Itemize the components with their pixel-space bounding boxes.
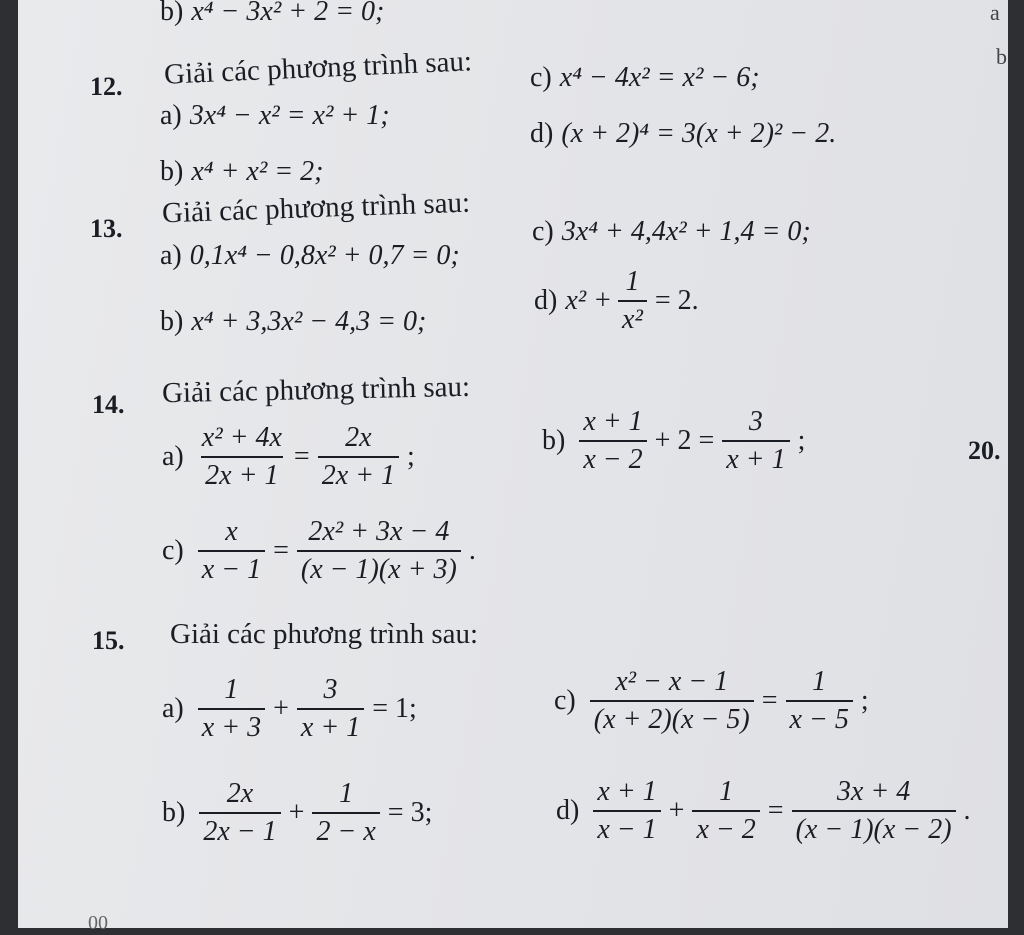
- numerator: x + 1: [597, 776, 657, 807]
- fraction: [318, 422, 399, 492]
- equation-text: 3x⁴ − x² = x² + 1;: [189, 100, 390, 131]
- numerator: 1: [339, 778, 354, 809]
- item-label: a): [162, 441, 184, 472]
- fraction: [297, 516, 461, 586]
- equation-text: x⁴ + 3,3x² − 4,3 = 0;: [191, 306, 427, 337]
- problem-15-d: [556, 776, 973, 846]
- problem-12-a: [160, 100, 390, 132]
- denominator: (x + 2)(x − 5): [590, 700, 754, 736]
- punctuation: .: [468, 535, 476, 566]
- equation-text: 3x⁴ + 4,4x² + 1,4 = 0;: [561, 216, 811, 247]
- item-label: d): [556, 795, 580, 826]
- problem-12-d: [530, 118, 836, 150]
- problem-13-d: [534, 266, 701, 336]
- equation-rhs: = 1;: [372, 693, 417, 724]
- problem-12-heading: Giải các phương trình sau:: [163, 45, 473, 91]
- denominator: 2x + 1: [318, 456, 399, 492]
- operator: +: [288, 797, 305, 828]
- operator: =: [293, 441, 310, 472]
- fraction: [579, 406, 646, 476]
- operator: =: [761, 685, 778, 716]
- item-label: b): [160, 306, 184, 337]
- numerator: 1: [719, 776, 734, 807]
- denominator: x − 2: [579, 440, 646, 476]
- operator: =: [767, 795, 784, 826]
- page-number-fragment: 00: [88, 912, 108, 934]
- problem-12-b: [160, 156, 323, 188]
- denominator: x − 2: [692, 810, 759, 846]
- fraction: [297, 674, 364, 744]
- denominator: x − 5: [786, 700, 853, 736]
- punctuation: ;: [860, 685, 869, 716]
- item-label: a): [160, 100, 182, 131]
- equation-lhs: x² +: [565, 285, 613, 316]
- item-label: c): [530, 62, 552, 93]
- equation-text: x⁴ − 3x² + 2 = 0;: [191, 0, 385, 27]
- numerator: x² − x − 1: [615, 666, 729, 697]
- fraction: [792, 776, 956, 846]
- problem-15-heading: Giải các phương trình sau:: [170, 618, 479, 650]
- numerator: 1: [224, 674, 239, 705]
- problem-15-c: [554, 666, 871, 736]
- operator: + 2 =: [654, 425, 715, 456]
- denominator: x − 1: [198, 550, 265, 586]
- numerator: 1: [625, 266, 640, 297]
- fraction: [312, 778, 379, 848]
- operator: +: [668, 795, 685, 826]
- top-equation: [160, 0, 384, 28]
- item-label: c): [532, 216, 554, 247]
- equation-rhs: = 2.: [654, 285, 699, 316]
- punctuation: ;: [797, 425, 806, 456]
- item-label: b): [542, 425, 566, 456]
- margin-problem-number: 20.: [968, 436, 1001, 465]
- problem-14-a: [162, 422, 417, 492]
- problem-14-heading: Giải các phương trình sau:: [161, 370, 471, 410]
- denominator: x²: [618, 300, 647, 336]
- item-label: b): [160, 156, 184, 187]
- fraction: [198, 422, 286, 492]
- item-label: b): [160, 0, 184, 27]
- denominator: (x − 1)(x − 2): [792, 810, 956, 846]
- equation-rhs: = 3;: [387, 797, 433, 828]
- denominator: (x − 1)(x + 3): [297, 550, 461, 586]
- denominator: x + 1: [722, 440, 789, 476]
- fraction: [722, 406, 789, 476]
- problem-14-b: [542, 406, 807, 476]
- numerator: x + 1: [583, 406, 643, 437]
- equation-text: (x + 2)⁴ = 3(x + 2)² − 2.: [561, 118, 837, 149]
- fraction: [198, 674, 265, 744]
- problem-13-number: 13.: [90, 214, 123, 243]
- problem-15-a: [162, 674, 419, 744]
- item-label: d): [534, 285, 558, 316]
- textbook-page: [18, 0, 1008, 934]
- denominator: x + 3: [198, 708, 265, 744]
- equation-text: x⁴ + x² = 2;: [191, 156, 324, 187]
- fraction: [199, 778, 280, 848]
- operator: +: [273, 693, 289, 724]
- numerator: x² + 4x: [201, 422, 282, 453]
- problem-12-c: [530, 62, 760, 94]
- denominator: x + 1: [297, 708, 364, 744]
- problem-13-heading: Giải các phương trình sau:: [161, 186, 471, 230]
- operator: =: [273, 535, 289, 566]
- punctuation: .: [963, 795, 971, 826]
- item-label: c): [162, 535, 184, 566]
- item-label: a): [162, 693, 184, 724]
- problem-12-number: 12.: [90, 72, 123, 101]
- numerator: 2x: [226, 778, 254, 809]
- numerator: 3: [748, 406, 763, 437]
- denominator: 2x + 1: [201, 456, 282, 492]
- problem-15-b: [162, 778, 434, 848]
- margin-letter-b: b: [996, 44, 1007, 69]
- problem-13-c: [532, 216, 811, 248]
- equation-text: x⁴ − 4x² = x² − 6;: [559, 62, 760, 93]
- punctuation: ;: [407, 441, 415, 472]
- problem-14-number: 14.: [92, 390, 125, 419]
- denominator: 2x − 1: [199, 812, 280, 848]
- numerator: 3x + 4: [836, 776, 911, 807]
- item-label: a): [160, 240, 182, 271]
- margin-letter-a: a: [990, 0, 1000, 25]
- equation-text: 0,1x⁴ − 0,8x² + 0,7 = 0;: [189, 240, 460, 271]
- numerator: 3: [323, 674, 338, 705]
- denominator: x − 1: [593, 810, 660, 846]
- item-label: c): [554, 685, 576, 716]
- numerator: 2x² + 3x − 4: [308, 516, 450, 547]
- fraction: [198, 516, 265, 586]
- numerator: x: [225, 516, 238, 547]
- problem-13-b: [160, 306, 426, 338]
- numerator: 1: [812, 666, 827, 697]
- problem-14-c: [162, 516, 478, 586]
- item-label: b): [162, 797, 186, 828]
- problem-15-number: 15.: [92, 626, 125, 655]
- problem-13-a: [160, 240, 460, 272]
- item-label: d): [530, 118, 554, 149]
- numerator: 2x: [345, 422, 372, 453]
- fraction: [590, 666, 754, 736]
- denominator: 2 − x: [312, 812, 379, 848]
- fraction: [618, 266, 647, 336]
- fraction: [786, 666, 853, 736]
- fraction: [692, 776, 759, 846]
- fraction: [593, 776, 660, 846]
